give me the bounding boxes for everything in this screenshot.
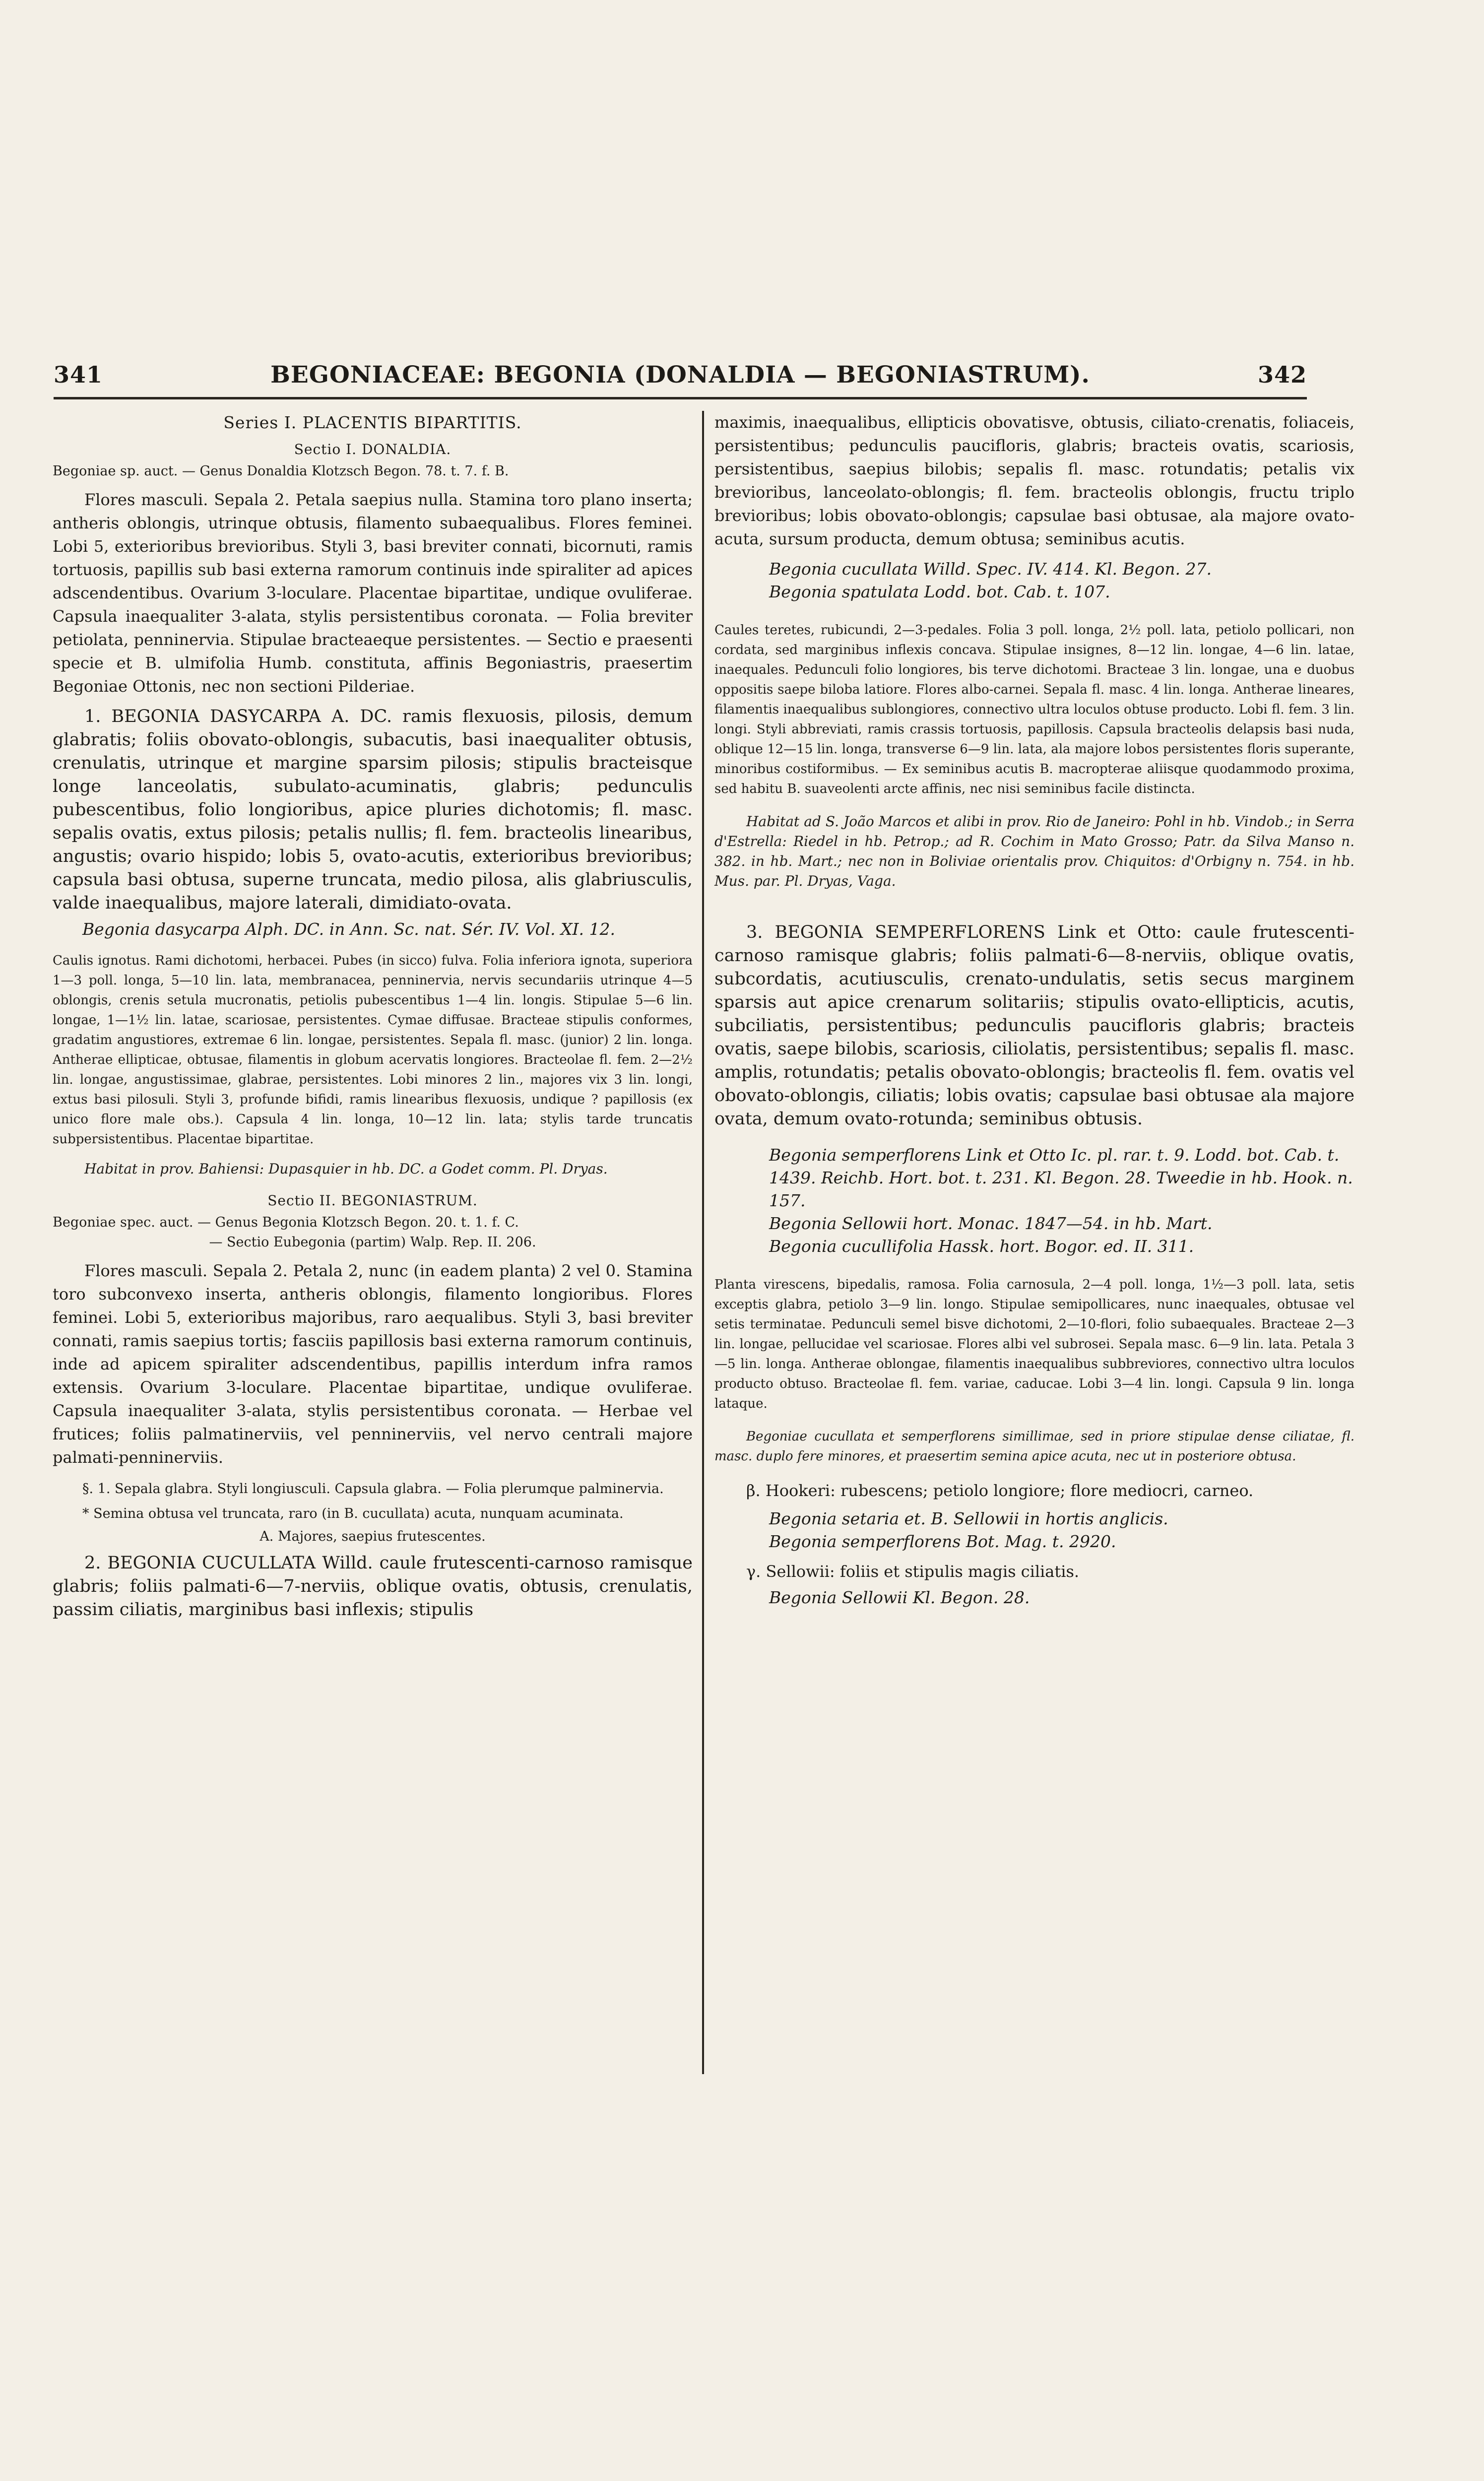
left-column	[53, 411, 693, 1622]
species-2-reference-1: Begonia cucullata Willd. Spec. IV. 414. Kl. Begon. 27.	[769, 559, 1212, 579]
variety-gamma: γ. Sellowii: foliis et stipulis magis ciliatis.	[746, 1562, 1080, 1581]
species-3-diagnosis: 3. BEGONIA SEMPERFLORENS Link et Otto: caule frutescenti-carnoso ramisque glabris; foliis palmati-6—8-nerviis, oblique ovatis, subcordatis, acutiusculis, crenato-undulatis, setis secus marginem sparsis aut apice crenarum solitariis; stipulis ovato-ellipticis, acutis, subciliatis, persistentibus; pedunculis paucifloris glabris; bracteis ovatis, saepe bilobis, scariosis, ciliolatis, persistentibus; sepalis fl. masc. amplis, rotundatis; petalis obovato-oblongis; bracteolis fl. fem. ovatis vel obovato-oblongis, ciliatis; lobis ovatis; capsulae basi obtusae ala majore ovata, demum ovato-rotunda; seminibus obtusis.	[714, 922, 1355, 1129]
paragraph-s1: §. 1. Sepala glabra. Styli longiusculi. Capsula glabra. — Folia plerumque palminervia.	[82, 1481, 664, 1497]
running-header	[54, 361, 1307, 393]
page-number-left: 341	[54, 361, 103, 388]
species-2-diagnosis-start: 2. BEGONIA CUCULLATA Willd. caule frutescenti-carnoso ramisque glabris; foliis palmati-6—7-nerviis, oblique ovatis, obtusis, crenulatis, passim ciliatis, marginibus basi inflexis; stipulis	[53, 1553, 693, 1620]
species-1-diagnosis: 1. BEGONIA DASYCARPA A. DC. ramis flexuosis, pilosis, demum glabratis; foliis obovato-oblongis, subacutis, basi inaequaliter obtusis, crenulatis, utrinque et margine sparsim pilosis; stipulis bracteisque longe lanceolatis, subulato-acuminatis, glabris; pedunculis pubescentibus, folio longioribus, apice pluries dichotomis; fl. masc. sepalis ovatis, extus pilosis; petalis nullis; fl. fem. bracteolis linearibus, angustis; ovario hispido; lobis 5, ovato-acutis, exterioribus brevioribus; capsula basi obtusa, superne truncata, medio pilosa, alis glabriusculis, valde inaequalibus, majore laterali, dimidiato-ovata.	[53, 707, 693, 913]
species-3-reference-1: Begonia semperflorens Link et Otto Ic. pl. rar. t. 9. Lodd. bot. Cab. t. 1439. Reichb. Hort. bot. t. 231. Kl. Begon. 28. Tweedie in hb. Hook. n. 157.	[769, 1145, 1353, 1210]
header-rule	[54, 397, 1307, 399]
species-3-note: Begoniae cucullata et semperflorens simillimae, sed in priore stipulae dense ciliatae, fl. masc. duplo fere minores, et praesertim semina apice acuta, nec ut in posteriore obtusa.	[714, 1429, 1355, 1464]
sectio-1-heading: Sectio I. DONALDIA.	[294, 441, 452, 457]
column-divider	[702, 411, 704, 2074]
variety-gamma-reference: Begonia Sellowii Kl. Begon. 28.	[769, 1588, 1030, 1607]
species-3-details: Planta virescens, bipedalis, ramosa. Folia carnosula, 2—4 poll. longa, 1½—3 poll. lata, setis exceptis glabra, petiolo 3—9 lin. longo. Stipulae semipollicares, nunc inaequales, obtusae vel setis terminatae. Pedunculi semel bisve dichotomi, 2—10-flori, folio subaequales. Bracteae 2—3 lin. longae, pellucidae vel scariosae. Flores albi vel subrosei. Sepala masc. 6—9 lin. lata. Petala 3—5 lin. longa. Antherae oblongae, filamentis inaequalibus subbreviores, connectivo ultra loculos producto obtuso. Bracteolae fl. fem. variae, caducae. Lobi 3—4 lin. longi. Capsula 9 lin. longa lataque.	[714, 1277, 1355, 1411]
page-number-right: 342	[1257, 361, 1307, 388]
series-heading: Series I. PLACENTIS BIPARTITIS.	[223, 413, 522, 432]
sectio-1-description: Flores masculi. Sepala 2. Petala saepius nulla. Stamina toro plano inserta; antheris oblongis, utrinque obtusis, filamento subaequalibus. Flores feminei. Lobi 5, exterioribus brevioribus. Styli 3, basi breviter connati, bicornuti, ramis tortuosis, papillis sub basi externa ramorum continuis inde spiraliter ad apices adscendentibus. Ovarium 3-loculare. Placentae bipartitae, undique ovuliferae. Capsula inaequaliter 3-alata, stylis persistentibus coronata. — Folia breviter petiolata, penninervia. Stipulae bracteaeque persistentes. — Sectio e praesenti specie et B. ulmifolia Humb. constituta, affinis Begoniastris, praesertim Begoniae Ottonis, nec non sectioni Pilderiae.	[53, 490, 693, 696]
running-title: BEGONIACEAE: BEGONIA (DONALDIA — BEGONIASTRUM).	[270, 361, 1090, 389]
species-1-habitat: Habitat in prov. Bahiensi: Dupasquier in hb. DC. a Godet comm. Pl. Dryas.	[84, 1161, 608, 1177]
sectio-1-synonymy: Begoniae sp. auct. — Genus Donaldia Klotzsch Begon. 78. t. 7. f. B.	[53, 463, 509, 479]
right-column	[714, 411, 1355, 1609]
species-2-reference-2: Begonia spatulata Lodd. bot. Cab. t. 107.	[769, 582, 1110, 601]
sectio-2-synonymy-2: — Sectio Eubegonia (partim) Walp. Rep. II. 206.	[209, 1235, 536, 1250]
species-3-reference-3: Begonia cucullifolia Hassk. hort. Bogor. ed. II. 311.	[769, 1237, 1194, 1256]
species-1-reference: Begonia dasycarpa Alph. DC. in Ann. Sc. nat. Sér. IV. Vol. XI. 12.	[82, 919, 615, 939]
species-2-habitat: Habitat ad S. João Marcos et alibi in prov. Rio de Janeiro: Pohl in hb. Vindob.; in Serra d'Estrella: Riedel in hb. Petrop.; ad R. Cochim in Mato Grosso; Patr. da Silva Manso n. 382. in hb. Mart.; nec non in Boliviae orientalis prov. Chiquitos: d'Orbigny n. 754. in hb. Mus. par. Pl. Dryas, Vaga.	[714, 813, 1355, 889]
species-3-reference-2: Begonia Sellowii hort. Monac. 1847—54. in hb. Mart.	[769, 1214, 1213, 1233]
variety-beta-reference-2: Begonia semperflorens Bot. Mag. t. 2920.	[769, 1532, 1116, 1551]
variety-beta-reference-1: Begonia setaria et. B. Sellowii in hortis anglicis.	[769, 1509, 1168, 1528]
species-2-diagnosis-cont: maximis, inaequalibus, ellipticis obovatisve, obtusis, ciliato-crenatis, foliaceis, persistentibus; pedunculis paucifloris, glabris; bracteis ovatis, scariosis, persistentibus, saepius bilobis; sepalis fl. masc. rotundatis; petalis vix brevioribus, lanceolato-oblongis; fl. fem. bracteolis oblongis, fructu triplo brevioribus; lobis obovato-oblongis; capsulae basi obtusae, ala majore ovato-acuta, sursum producta, demum obtusa; seminibus acutis.	[714, 413, 1355, 548]
sectio-2-description: Flores masculi. Sepala 2. Petala 2, nunc (in eadem planta) 2 vel 0. Stamina toro subconvexo inserta, antheris oblongis, filamento longioribus. Flores feminei. Lobi 5, exterioribus majoribus, raro aequalibus. Styli 3, basi breviter connati, ramis saepius tortis; fasciis papillosis basi externa ramorum continuis, inde ad apicem spiraliter adscendentibus, papillis interdum infra ramos extensis. Ovarium 3-loculare. Placentae bipartitae, undique ovuliferae. Capsula inaequaliter 3-alata, stylis persistentibus coronata. — Herbae vel frutices; foliis palmatinerviis, vel penninerviis, vel nervo centrali majore palmati-penninerviis.	[53, 1261, 693, 1467]
group-a-heading: A. Majores, saepius frutescentes.	[259, 1529, 486, 1544]
species-2-details: Caules teretes, rubicundi, 2—3-pedales. Folia 3 poll. longa, 2½ poll. lata, petiolo pollicari, non cordata, sed marginibus inflexis concava. Stipulae insignes, 8—12 lin. longae, 4—6 lin. latae, inaequales. Pedunculi folio longiores, bis terve dichotomi. Bracteae 3 lin. longae, una e duobus oppositis saepe biloba latiore. Flores albo-carnei. Sepala fl. masc. 4 lin. longa. Antherae lineares, filamentis inaequalibus sublongiores, connectivo ultra loculos obtuse producto. Lobi fl. fem. 3 lin. longi. Styli abbreviati, ramis crassis tortuosis, papillosis. Capsula bracteolis delapsis basi nuda, oblique 12—15 lin. longa, transverse 6—9 lin. lata, ala majore lobos persistentes floris superante, minoribus costiformibus. — Ex seminibus acutis B. macropterae aliisque quodammodo proxima, sed habitu B. suaveolenti arcte affinis, nec nisi seminibus facile distincta.	[714, 623, 1355, 796]
sectio-2-heading: Sectio II. BEGONIASTRUM.	[267, 1192, 478, 1209]
variety-beta: β. Hookeri: rubescens; petiolo longiore; flore mediocri, carneo.	[746, 1481, 1254, 1500]
species-1-details: Caulis ignotus. Rami dichotomi, herbacei. Pubes (in sicco) fulva. Folia inferiora ignota, superiora 1—3 poll. longa, 5—10 lin. lata, membranacea, penninervia, nervis secundariis utrinque 4—5 oblongis, crenis setula mucronatis, petiolis pubescentibus 1—4 lin. longis. Stipulae 5—6 lin. longae, 1—1½ lin. latae, scariosae, persistentes. Cymae diffusae. Bracteae stipulis conformes, gradatim angustiores, extremae 6 lin. longae, persistentes. Sepala fl. masc. (junior) 2 lin. longa. Antherae ellipticae, obtusae, filamentis in globum acervatis longiores. Bracteolae fl. fem. 2—2½ lin. longae, angustissimae, glabrae, persistentes. Lobi minores 2 lin., majores vix 3 lin. longi, extus basi pilosuli. Styli 3, profunde bifidi, ramis linearibus flexuosis, undique ? papillosis (ex unico flore male obs.). Capsula 4 lin. longa, 10—12 lin. lata; stylis tarde truncatis subpersistentibus. Placentae bipartitae.	[53, 953, 693, 1147]
paragraph-star: * Semina obtusa vel truncata, raro (in B. cucullata) acuta, nunquam acuminata.	[82, 1506, 624, 1521]
sectio-2-synonymy: Begoniae spec. auct. — Genus Begonia Klotzsch Begon. 20. t. 1. f. C.	[53, 1215, 519, 1230]
